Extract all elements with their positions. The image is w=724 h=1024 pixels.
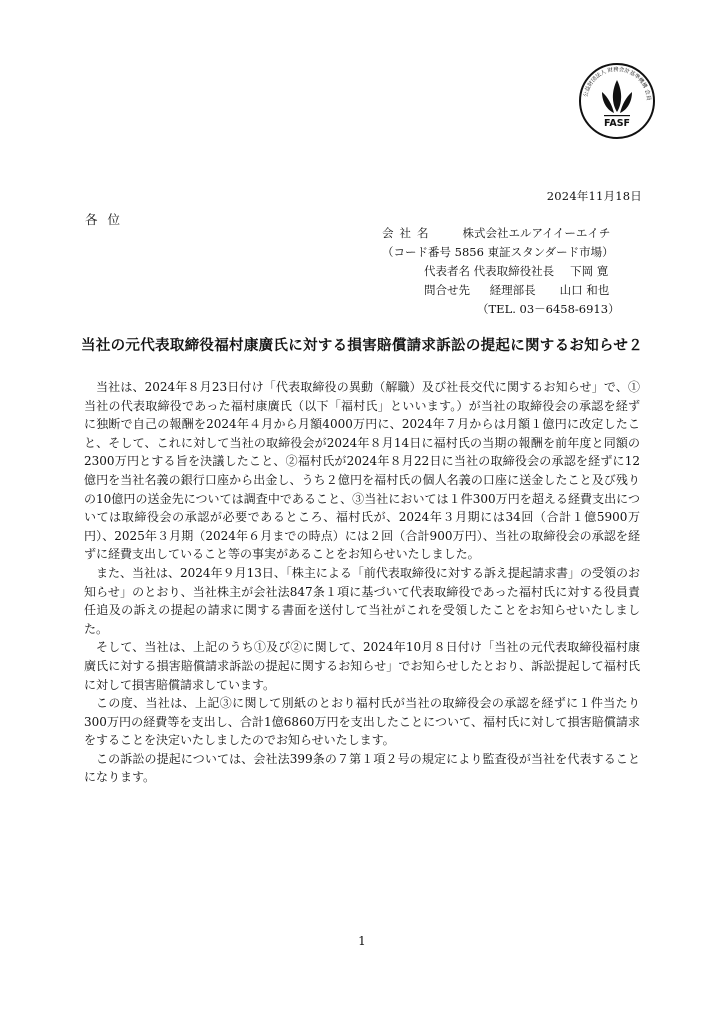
company-info-block xyxy=(382,224,620,319)
company-name-row xyxy=(382,224,620,243)
seal-arc-text: 公益財団法人 財務会計基準機構 会員 xyxy=(583,66,652,101)
company-code-line: （コード番号 5856 東証スタンダード市場） xyxy=(382,245,614,259)
representative-name: 下岡 寛 xyxy=(570,264,609,278)
page-number: 1 xyxy=(358,934,366,948)
contact-name: 山口 和也 xyxy=(559,283,610,297)
recipient-label: 各位 xyxy=(85,212,131,227)
body-paragraph-3: そして、当社は、上記のうち①及び②に関して、2024年10月８日付け「当社の元代表取締役福村康廣氏に対する損害賠償請求訴訟の提起に関するお知らせ」でお知らせしたとおり、訴訟提起して福村氏に対して損害賠償請求しています。 xyxy=(84,640,640,692)
document-body xyxy=(84,378,640,787)
document-date: 2024年11月18日 xyxy=(546,189,642,203)
company-name-label: 会社名 xyxy=(382,226,435,240)
company-code-row xyxy=(382,243,620,262)
representative-title: 代表取締役社長 xyxy=(473,264,555,278)
seal-acronym: FASF xyxy=(603,118,631,129)
representative-row xyxy=(382,262,620,281)
contact-row xyxy=(382,281,620,300)
contact-title: 経理部長 xyxy=(489,283,536,297)
company-name: 株式会社エルアイイーエイチ xyxy=(462,226,611,240)
telephone-row xyxy=(382,300,620,319)
document-title: 当社の元代表取締役福村康廣氏に対する損害賠償請求訴訟の提起に関するお知らせ２ xyxy=(81,338,643,354)
body-paragraph-4: この度、当社は、上記③に関して別紙のとおり福村氏が当社の取締役会の承認を経ずに１件当たり300万円の経費等を支出し、合計1億6860万円を支出したことについて、福村氏に対して損害賠償請求をすることを決定いたしましたのでお知らせいたします。 xyxy=(84,696,640,748)
telephone-number: （TEL. 03－6458-6913） xyxy=(477,302,620,316)
body-paragraph-5: この訴訟の提起については、会社法399条の７第１項２号の規定により監査役が当社を代表することになります。 xyxy=(84,751,640,785)
fasf-seal-logo xyxy=(578,62,656,140)
contact-label: 問合せ先 xyxy=(424,283,470,297)
representative-label: 代表者名 xyxy=(424,264,470,278)
body-paragraph-2: また、当社は、2024年９月13日、「株主による「前代表取締役に対する訴え提起請求書」の受領のお知らせ」のとおり、当社株主が会社法847条１項に基づいて代表取締役であった福村氏に対する役員責任追及の訴えの提起の請求に関する書面を送付して当社がこれを受領したことをお知らせいたしました。 xyxy=(84,565,640,636)
body-paragraph-1: 当社は、2024年８月23日付け「代表取締役の異動（解職）及び社長交代に関するお知らせ」で、①当社の代表取締役であった福村康廣氏（以下「福村氏」といいます。）が当社の取締役会の承認を経ずに独断で自己の報酬を2024年４月から月額4000万円に、2024年７月からは月額１億円に改定したこと、そして、これに対して当社の取締役会が2024年８月14日に福村氏の当期の報酬を前年度と同額の2300万円とする旨を決議したこと、②福村氏が2024年８月22日に当社の取締役会の承認を経ずに12億円を当社名義の銀行口座から出金し、うち２億円を福村氏の個人名義の口座に送金したこと及び残りの10億円の送金先については調査中であること、③当社においては１件300万円を超える経費支出については取締役会の承認が必要であるところ、福村氏が、2024年３月期には34回（合計１億5900万円）、2025年３月期（2024年６月までの時点）には２回（合計900万円）、当社の取締役会の承認を経ずに経費支出していること等の事実があることをお知らせいたしました。 xyxy=(84,380,640,562)
